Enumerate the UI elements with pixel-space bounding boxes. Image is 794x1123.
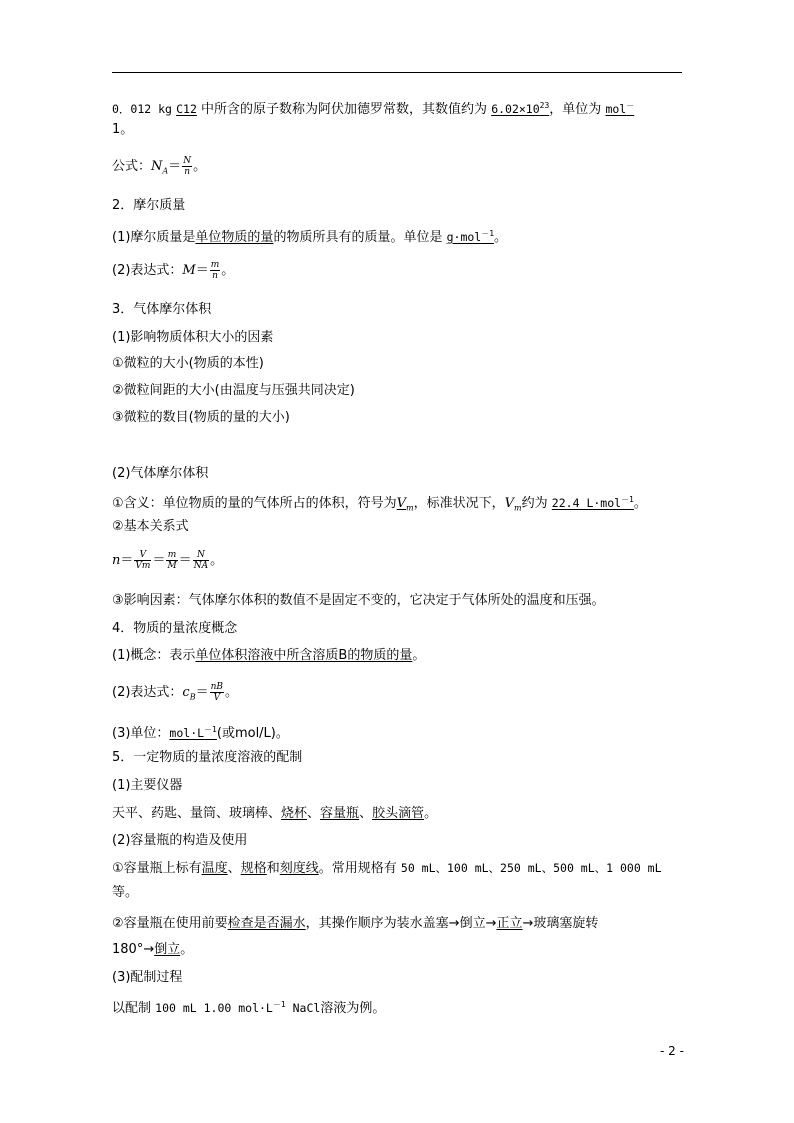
na-fraction: $\frac{N}{n}$ [183, 156, 192, 177]
line-concentration-formula: (2)表达式：$c_B=$ $\frac{nB}{V}$ 。 [112, 682, 239, 703]
page-number: - 2 - [660, 1044, 684, 1058]
header-rule [112, 72, 682, 73]
line-concentration-unit: (3)单位：$mol\cdot L^{-1}$(或mol/L)。 [112, 725, 289, 741]
line-factor-number: ③微粒的数目(物质的量的大小) [112, 410, 290, 425]
heading-concentration: 4．物质的量浓度概念 [112, 621, 238, 636]
line-relation-formula: n＝ $\frac{V}{Vm}$ ＝ $\frac{m}{M}$ ＝ $\frac{N}{NA}$ 。 [112, 550, 224, 571]
line-avogadro-definition: 0．012 kg C12 中所含的原子数称为阿伏加德罗常数，其数值约为 $6.02\times 10^{23}$，单位为 mol－ [112, 101, 635, 117]
heading-solution-prep: 5．一定物质的量浓度溶液的配制 [112, 750, 303, 765]
line-concentration-def: (1)概念：表示单位体积溶液中所含溶质B的物质的量。 [112, 648, 426, 663]
line-flask-markings-cont: 等。 [112, 885, 139, 900]
line-factor-distance: ②微粒间距的大小(由温度与压强共同决定) [112, 383, 355, 398]
line-prep-example: 以配制 100 mL 1.00 $mol\cdot L^{-1}$ NaCl溶液为例。 [112, 1000, 386, 1016]
line-influence-factors: ③影响因素：气体摩尔体积的数值不是固定不变的，它决定于气体所处的温度和压强。 [112, 593, 605, 608]
heading-molar-mass: 2．摩尔质量 [112, 198, 186, 213]
line-avogadro-unit-cont: 1。 [112, 122, 134, 137]
line-molar-mass-def: (1)摩尔质量是单位物质的量的物质所具有的质量。单位是 g·mol$^{-1}$。 [112, 229, 508, 245]
line-leak-check-cont: 180°→倒立。 [112, 942, 194, 957]
line-prep-process: (3)配制过程 [112, 970, 183, 985]
line-na-formula: 公式：$N_A=$ $\frac{N}{n}$ 。 [112, 156, 207, 177]
line-flask-usage: (2)容量瓶的构造及使用 [112, 833, 248, 848]
line-factor-size: ①微粒的大小(物质的本性) [112, 356, 264, 371]
line-flask-markings: ①容量瓶上标有温度、规格和刻度线。常用规格有 50 mL、100 mL、250 mL、500 mL、1 000 mL [112, 861, 662, 876]
line-instrument-list: 天平、药匙、量筒、玻璃棒、烧杯、容量瓶、胶头滴管。 [112, 806, 438, 821]
line-leak-check: ②容量瓶在使用前要检查是否漏水，其操作顺序为装水盖塞→倒立→正立→玻璃塞旋转 [112, 916, 599, 931]
line-basic-relation: ②基本关系式 [112, 519, 189, 534]
line-gas-molar-volume: (2)气体摩尔体积 [112, 466, 209, 481]
line-instruments: (1)主要仪器 [112, 778, 183, 793]
line-volume-factors: (1)影响物质体积大小的因素 [112, 330, 274, 345]
line-vm-meaning: ①含义：单位物质的量的气体所占的体积，符号为$V_m$，标准状况下，$V_m$约为 22.4 L·mol$^{-1}$。 [112, 495, 647, 513]
line-molar-mass-formula: (2)表达式：M＝ $\frac{m}{n}$ 。 [112, 260, 235, 281]
heading-gas-molar-volume: 3．气体摩尔体积 [112, 302, 212, 317]
